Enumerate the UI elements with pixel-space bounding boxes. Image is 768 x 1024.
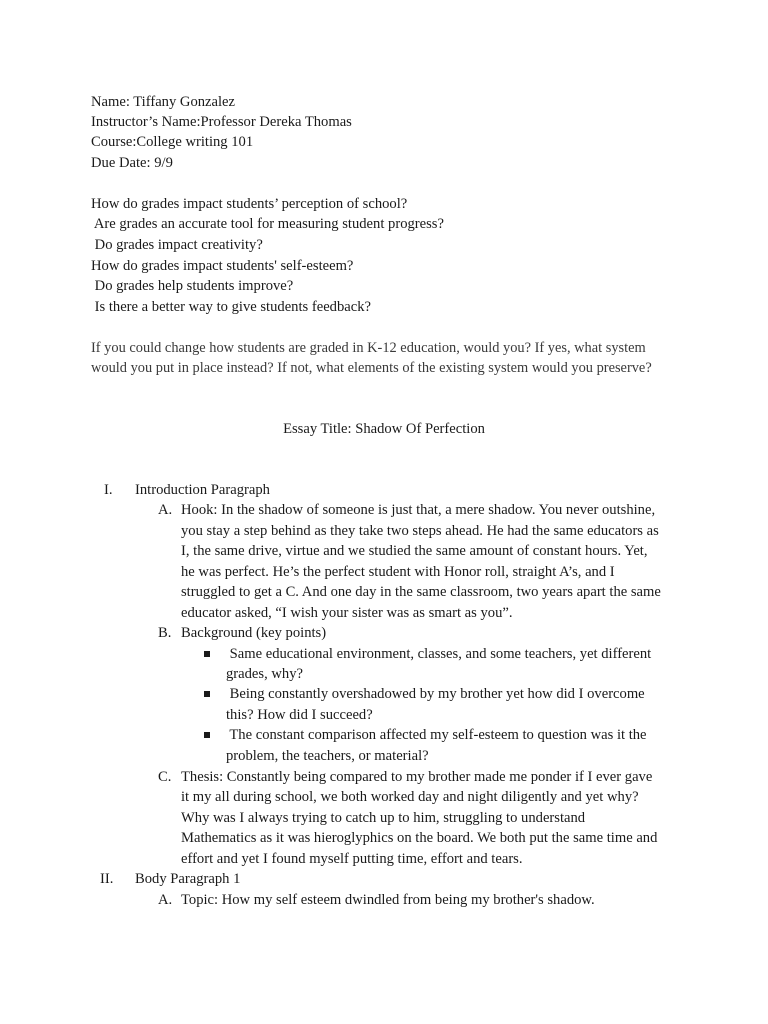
thesis-line-3: Why was I always trying to catch up to him, struggling to understand	[181, 810, 586, 826]
due-date: Due Date: 9/9	[91, 155, 173, 171]
course-name: Course:College writing 101	[91, 134, 254, 150]
section-1-marker: I.	[104, 482, 113, 498]
hook-line-1: Hook: In the shadow of someone is just that, a mere shadow. You never outshine,	[181, 502, 656, 518]
bullet-3-line-2: problem, the teachers, or material?	[226, 748, 429, 764]
topic-line: Topic: How my self esteem dwindled from being my brother's shadow.	[181, 892, 595, 908]
hook-line-6: educator asked, “I wish your sister was as smart as you”.	[181, 605, 513, 621]
section-1-label: Introduction Paragraph	[135, 482, 270, 498]
bullet-2-line-2: this? How did I succeed?	[226, 707, 373, 723]
question-4: How do grades impact students' self-esteem?	[91, 258, 354, 274]
topic-marker: A.	[158, 892, 173, 908]
bullet-1-line-1: Same educational environment, classes, and some teachers, yet different	[226, 646, 652, 662]
section-2-label: Body Paragraph 1	[135, 871, 241, 887]
hook-line-4: he was perfect. He’s the perfect student with Honor roll, straight A’s, and I	[181, 564, 615, 580]
thesis-line-2: it my all during school, we both worked day and night diligently and yet why?	[181, 789, 639, 805]
question-5: Do grades help students improve?	[91, 278, 294, 294]
bullet-3-line-1: The constant comparison affected my self-esteem to question was it the	[226, 727, 647, 743]
prompt-line-2: would you put in place instead? If not, what elements of the existing system would you preserve?	[91, 360, 652, 376]
background-label: Background (key points)	[181, 625, 327, 641]
hook-marker: A.	[158, 502, 173, 518]
hook-line-3: I, the same drive, virtue and we studied the same amount of constant hours. Yet,	[181, 543, 648, 559]
thesis-line-4: Mathematics as it was hieroglyphics on the board. We both put the same time and	[181, 830, 658, 846]
bullet-2-icon	[204, 691, 210, 697]
question-1: How do grades impact students’ perception of school?	[91, 196, 408, 212]
section-2-marker: II.	[100, 871, 114, 887]
bullet-1-line-2: grades, why?	[226, 666, 303, 682]
bullet-3-icon	[204, 732, 210, 738]
bullet-2-line-1: Being constantly overshadowed by my brother yet how did I overcome	[226, 686, 645, 702]
student-name: Name: Tiffany Gonzalez	[91, 94, 236, 110]
thesis-line-1: Thesis: Constantly being compared to my brother made me ponder if I ever gave	[181, 769, 653, 785]
question-3: Do grades impact creativity?	[91, 237, 263, 253]
thesis-marker: C.	[158, 769, 172, 785]
bullet-1-icon	[204, 651, 210, 657]
thesis-line-5: effort and yet I found myself putting time, effort and tears.	[181, 851, 523, 867]
prompt-line-1: If you could change how students are graded in K-12 education, would you? If yes, what system	[91, 340, 646, 356]
question-6: Is there a better way to give students feedback?	[91, 299, 372, 315]
instructor-name: Instructor’s Name:Professor Dereka Thomas	[91, 114, 352, 130]
essay-title: Essay Title: Shadow Of Perfection	[283, 421, 485, 437]
hook-line-5: struggled to get a C. And one day in the same classroom, two years apart the same	[181, 584, 661, 600]
question-2: Are grades an accurate tool for measuring student progress?	[91, 216, 444, 232]
hook-line-2: you stay a step behind as they take two steps ahead. He had the same educators as	[181, 523, 659, 539]
background-marker: B.	[158, 625, 172, 641]
